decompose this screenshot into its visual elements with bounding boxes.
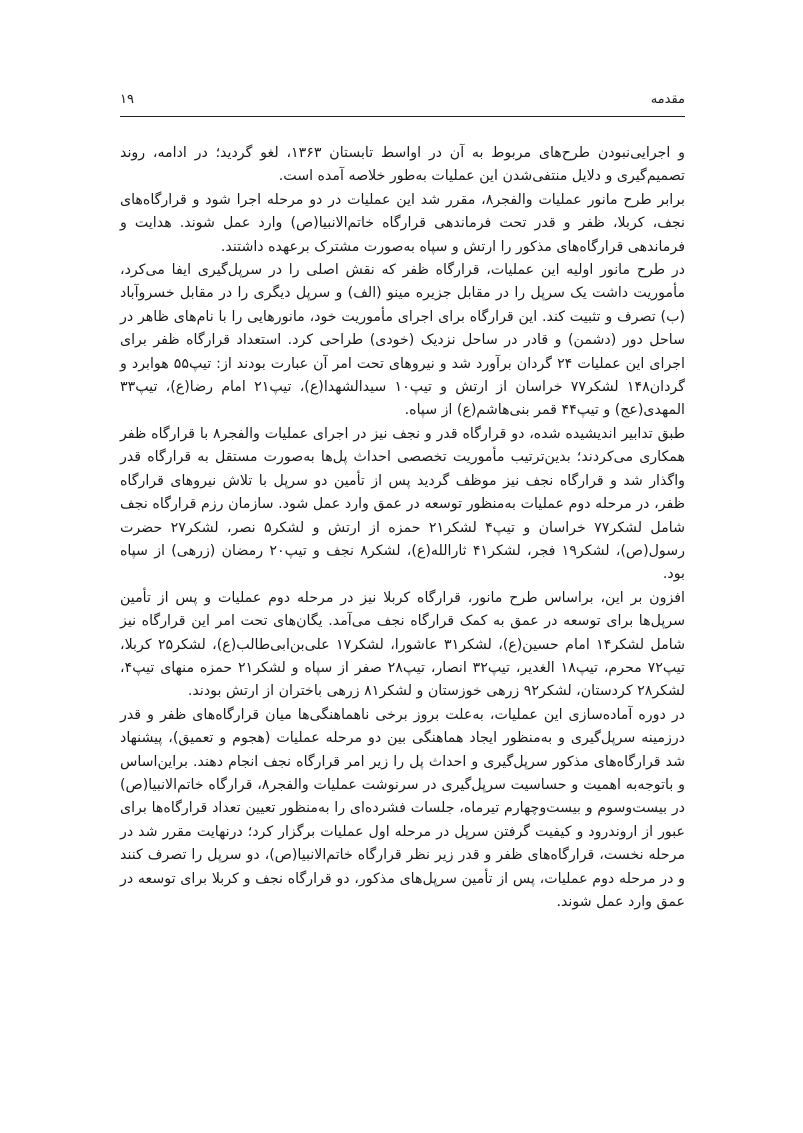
header-divider bbox=[120, 116, 685, 117]
paragraph: در دوره آماده‌سازی این عملیات، به‌علت بروز برخی ناهماهنگی‌ها میان قرارگاه‌های ظفر و قدر درزمینه سرپل‌گیری و به‌منظور ایجاد هماهنگی بین دو مرحله عملیات (هجوم و تعمیق)، پیشنهاد شد قرارگاه‌های مذکور سرپل‌گیری و احداث پل را زیر امر قرارگاه نجف انجام دهند. براین‌اساس و باتوجه‌به اهمیت و حساسیت سرپل‌گیری در سرنوشت عملیات والفجر۸، قرارگاه خاتم‌الانبیا(ص) در بیست‌وسوم و بیست‌وچهارم تیرماه، جلسات فشرده‌ای را به‌منظور تعیین تعداد قرارگاه‌ها برای عبور از اروندرود و کیفیت گرفتن سرپل در مرحله اول عملیات برگزار کرد؛ درنهایت مقرر شد در مرحله نخست، قرارگاه‌های ظفر و قدر زیر نظر قرارگاه خاتم‌الانبیا(ص)، دو سرپل را تصرف کنند و در مرحله دوم عملیات، پس از تأمین سرپل‌های مذکور، دو قرارگاه نجف و کربلا برای توسعه در عمق وارد عمل شوند. bbox=[120, 706, 686, 910]
paragraph: طبق تدابیر اندیشیده شده، دو قرارگاه قدر و نجف نیز در اجرای عملیات والفجر۸ با قرارگاه ظفر همکاری می‌کردند؛ بدین‌ترتیب مأموریت تخصصی احداث پل‌ها به‌صورت مستقل به قرارگاه قدر واگذار شد و قرارگاه نجف نیز موظف گردید پس از تأمین دو سرپل با تلاش نیروهای قرارگاه ظفر، در مرحله دوم عملیات به‌منظور توسعه در عمق وارد عمل شود. سازمان رزم قرارگاه نجف شامل لشکر۷۷ خراسان و تیپ۴ لشکر۲۱ حمزه از ارتش و لشکر۵ نصر، لشکر۲۷ حضرت رسول(ص)، لشکر۱۹ فجر، لشکر۴۱ ثارالله(ع)، لشکر۸ نجف و تیپ۲۰ رمضان (زرهی) از سپاه بود. bbox=[120, 425, 685, 583]
paragraph: افزون بر این، براساس طرح مانور، قرارگاه کربلا نیز در مرحله دوم عملیات و پس از تأمین سرپل‌ها برای توسعه در عمق به کمک قرارگاه نجف می‌آمد. یگان‌های تحت امر این قرارگاه نیز شامل لشکر۱۴ امام حسین(ع)، لشکر۳۱ عاشورا، لشکر۱۷ علی‌بن‌ابی‌طالب(ع)، لشکر۲۵ کربلا، تیپ۷۲ محرم، تیپ۱۸ الغدیر، تیپ۳۲ انصار، تیپ۲۸ صفر از سپاه و لشکر۲۱ حمزه منهای تیپ۴، لشکر۲۸ کردستان، لشکر۹۲ زرهی خوزستان و لشکر۸۱ زرهی باختران از ارتش بودند. bbox=[120, 589, 686, 700]
body-text bbox=[120, 142, 685, 914]
paragraph: برابر طرح مانور عملیات والفجر۸، مقرر شد این عملیات در دو مرحله اجرا شود و قرارگاه‌های نجف، کربلا، ظفر و قدر تحت فرماندهی قرارگاه خاتم‌الانبیا(ص) وارد عمل شوند. هدایت و فرماندهی قرارگاه‌های مذکور را ارتش و سپاه به‌صورت مشترک برعهده داشتند. bbox=[120, 191, 685, 255]
paragraph: در طرح مانور اولیه این عملیات، قرارگاه ظفر که نقش اصلی را در سرپل‌گیری ایفا می‌کرد، مأموریت داشت یک سرپل را در مقابل جزیره مینو (الف) و سرپل دیگری را در مقابل خسروآباد (ب) تصرف و تثبیت کند. این قرارگاه برای اجرای مأموریت خود، مانورهایی را با نام‌های ظاهر در ساحل دور (دشمن) و قادر در ساحل نزدیک (خودی) طراحی کرد. استعداد قرارگاه ظفر برای اجرای این عملیات ۲۴ گردان برآورد شد و نیروهای تحت امر آن عبارت بودند از: تیپ۵۵ هوابرد و گردان۱۴۸ لشکر۷۷ خراسان از ارتش و تیپ۱۰ سیدالشهدا(ع)، تیپ۲۱ امام رضا(ع)، تیپ۳۳ المهدی(عج) و تیپ۴۴ قمر بنی‌هاشم(ع) از سپاه. bbox=[120, 262, 685, 419]
paragraph: و اجرایی‌نبودن طرح‌های مربوط به آن در اواسط تابستان ۱۳۶۳، لغو گردید؛ در ادامه، روند تصمیم‌گیری و دلایل منتفی‌شدن این عملیات به‌طور خلاصه آمده است. bbox=[120, 145, 685, 185]
page-number: ۱۹ bbox=[120, 91, 134, 107]
section-title: مقدمه bbox=[650, 91, 685, 107]
running-header bbox=[120, 86, 685, 112]
